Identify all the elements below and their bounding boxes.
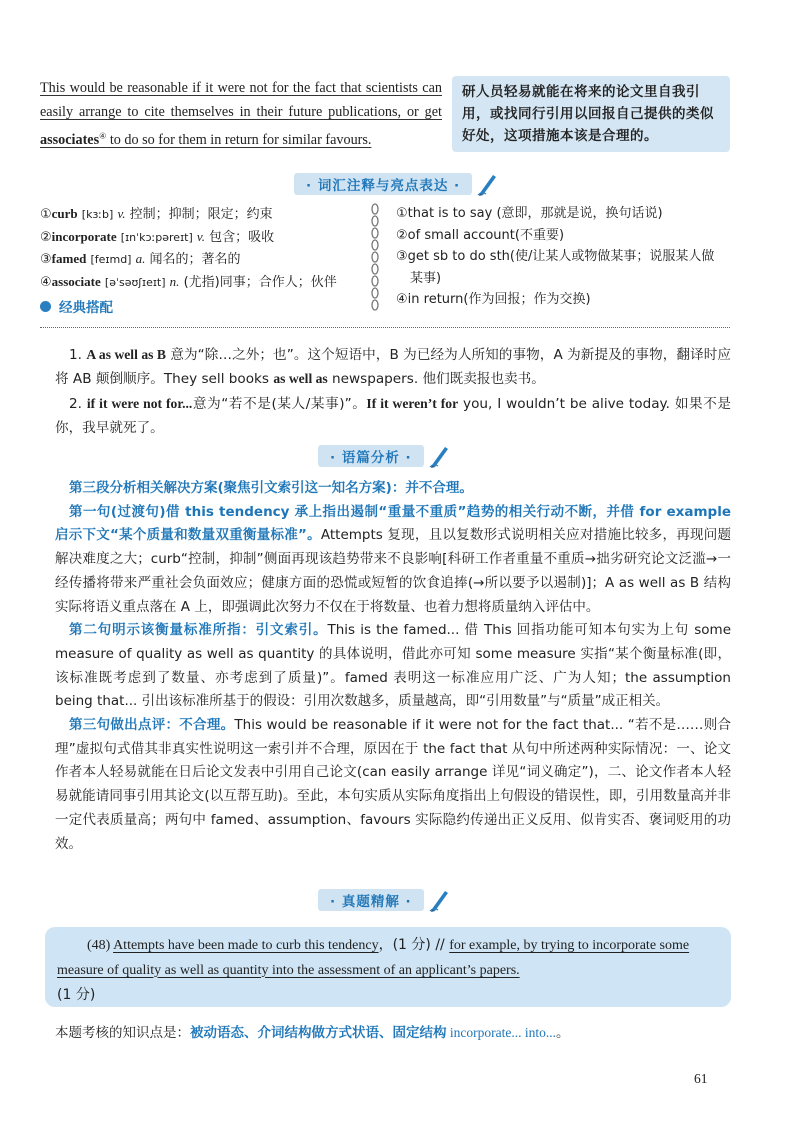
vocab-list-left: [40, 203, 370, 293]
analysis-heading: 第三段分析相关解决方案(聚焦引文索引这一知名方案)：并不合理。: [69, 480, 473, 496]
vocab-section-banner: [294, 173, 498, 195]
passage-text: [40, 76, 442, 152]
passage-footnote-mark: ④: [99, 131, 107, 140]
vocab-item: ①curb [kɜːb] v. 控制；抑制；限定；约束: [40, 206, 273, 222]
pen-icon: [476, 171, 498, 197]
analysis-paragraph-1: 第一句(过渡句)借 this tendency 承上指出遏制“重量不重质”趋势的相关行动不断，并借 for example 启示下文“某个质量和数量双重衡量标准”。Attempts 复现，且以复数形式说明相关应对措施比较多，再现问题解决难度之大；curb“控制，抑制”侧面再现该趋势带来不良影响[科研工作者重量不重质→拙劣研究论文泛滥→一经传播将带来严重社会负面效应；健康方面的恐慌或短暂的饮食追捧(→所以要予以遏制)]；A as well as B 结构实际将语义重点落在 A 上，即强调此次努力不仅在于将数量、也着力想将质量纳入评估中。: [55, 503, 731, 615]
vocab-item: ②incorporate [ɪnˈkɔːpəreɪt] v. 包含；吸收: [40, 228, 275, 245]
exam-section-title: · 真题精解 ·: [318, 889, 424, 911]
exam-mark-1: ，(1 分) //: [378, 937, 450, 953]
analysis-paragraph-3: 第三句做出点评：不合理。This would be reasonable if it were not for the fact that... “若不是……则合理”虚拟句式借其非真实性说明这一索引并不合理，原因在于 the fact that 从句中所述两种实际情况：一、论文作者本人轻易就能在日后论文发表中引用自己论文(can easily arrange 详见“词义确定”)，二、论文作者本人轻易就能请同事引用其论文(以互帮互助)。至此，本句实质从实际角度指出上句假设的错误性，即，引用数量高并非一定代表质量高；两句中 famed、assumption、favours 实际隐约传递出正义反用、似肯实否、褒词贬用的功效。: [55, 717, 731, 852]
page-number: 61: [694, 1071, 708, 1086]
vocab-item: ③famed [feɪmd] a. 闻名的；著名的: [40, 251, 241, 267]
passage-bold-word: associates: [40, 131, 100, 148]
passage-underlined: [40, 80, 442, 148]
collocation-heading: [40, 296, 113, 316]
discourse-section-banner: [318, 445, 450, 467]
pen-icon: [428, 887, 450, 913]
phrase-item: ③get sb to do sth(使/让某人或物做某事；说服某人做: [396, 249, 715, 264]
exam-section-banner: [318, 889, 450, 911]
exam-answer-part-2: for example, by trying to incorporate some measure of quality as well as quantity into the assessment of an applicant’s papers.: [57, 938, 690, 978]
dotted-divider: [40, 327, 730, 328]
collocation-title: 经典搭配: [59, 300, 113, 316]
passage-text-before: This would be reasonable if it were not for the fact that scientists can easily arrange to cite themselves in their future publications, or get: [40, 80, 442, 120]
exam-answer-part-1: Attempts have been made to curb this tendency: [113, 938, 379, 953]
pen-icon: [428, 443, 450, 469]
passage-text-after: to do so for them in return for similar favours.: [106, 131, 372, 148]
vocab-list-right: [396, 203, 736, 311]
collocation-item-2: 2. if it were not for...意为“若不是(某人/某事)”。If it weren’t for you, I wouldn’t be alive today. 如果不是你，我早就死了。: [55, 396, 732, 436]
discourse-section-title: · 语篇分析 ·: [318, 445, 424, 467]
passage-translation: 研人员轻易就能在将来的论文里自我引用，或找同行引用以回报自己提供的类似好处，这项措施本该是合理的。: [452, 76, 730, 152]
exam-question-number: (48): [87, 938, 114, 953]
phrase-item: ②of small account(不重要): [396, 227, 565, 243]
vocab-section-title: · 词汇注释与亮点表达 ·: [294, 173, 472, 195]
phrase-item: ④in return(作为回报；作为交换): [396, 292, 591, 307]
bullet-dot-icon: [40, 301, 51, 312]
exam-answer-box: [45, 927, 731, 1007]
analysis-paragraph-2: 第二句明示该衡量标准所指：引文索引。This is the famed... 借 This 回指功能可知本句实为上句 some measure of quality as well as quantity 的具体说明，借此亦可知 some measure 实指“某个衡量标准(即，该标准既考虑到了数量、亦考虑到了质量)”。famed 表明这一标准应用广泛、广为人知；the assumption being that... 引出该标准所基于的假设：引用次数越多，质量越高，即“引用数量”与“质量”成正相关。: [55, 622, 732, 710]
analysis-block: [55, 477, 731, 856]
phrase-item: ①that is to say (意即，那就是说，换句话说): [396, 206, 663, 221]
chain-divider: [367, 203, 383, 315]
knowledge-note: 本题考核的知识点是：被动语态、介词结构做方式状语、固定结构 incorporate... into...。: [55, 1025, 570, 1041]
collocation-item-1: 1. A as well as B 意为“除…之外；也”。这个短语中，B 为已经为人所知的事物，A 为新提及的事物，翻译时应将 AB 颠倒顺序。They sell books as well as newspapers. 他们既卖报也卖书。: [55, 347, 731, 387]
phrase-item: 某事): [410, 270, 442, 286]
exam-mark-2: (1 分): [57, 987, 96, 1003]
vocab-item: ④associate [əˈsəʊʃɪeɪt] n. (尤指)同事；合作人；伙伴: [40, 273, 337, 290]
